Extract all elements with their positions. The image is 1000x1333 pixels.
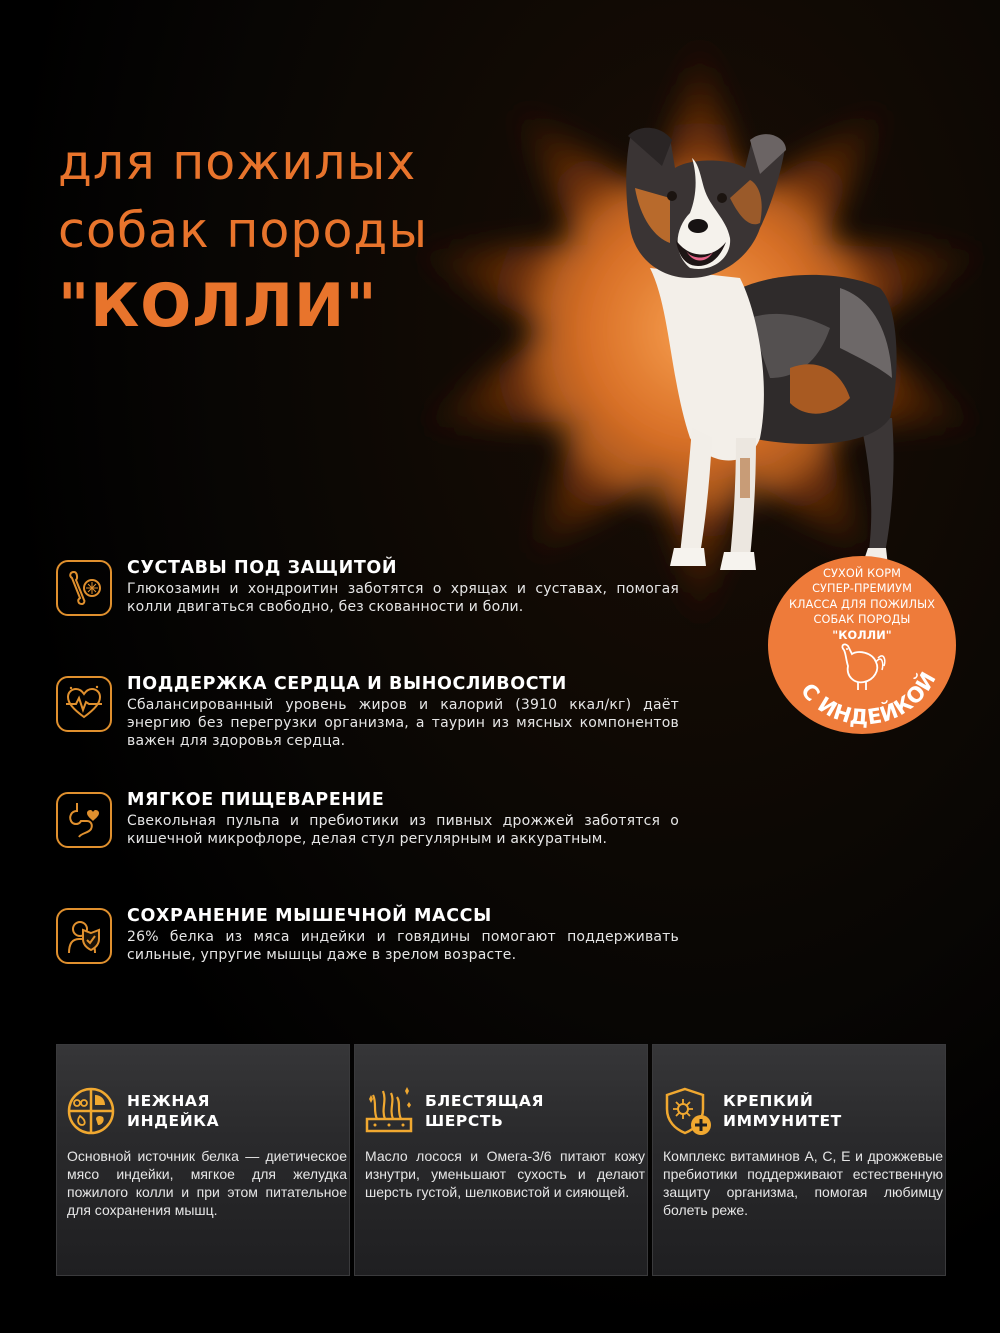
card-title-line-1: НЕЖНАЯ [127, 1092, 211, 1110]
shiny-coat-icon [363, 1085, 415, 1137]
card-title-line-2: ШЕРСТЬ [425, 1112, 504, 1130]
card-title-line-1: КРЕПКИЙ [723, 1092, 814, 1110]
badge-line-1: СУХОЙ КОРМ [823, 567, 901, 580]
immunity-shield-icon [661, 1085, 713, 1137]
card-coat [354, 1044, 648, 1276]
headline-line-2: собак породы [58, 202, 429, 259]
product-badge [768, 556, 956, 734]
card-text: Комплекс витаминов A, C, E и дрожжевые пребиотики поддерживают естественную защиту организма, помогая любимцу болеть реже. [663, 1148, 943, 1218]
feature-title: ПОДДЕРЖКА СЕРДЦА И ВЫНОСЛИВОСТИ [127, 674, 567, 694]
turkey-icon [842, 644, 884, 690]
headline-line-1: для пожилых [58, 134, 417, 191]
feature-muscle [56, 906, 716, 1022]
muscle-shield-icon [56, 908, 112, 964]
card-title [723, 1091, 933, 1131]
feature-digestion [56, 790, 716, 906]
badge-line-5: "КОЛЛИ" [832, 628, 892, 642]
feature-text: Глюкозамин и хондроитин заботятся о хрящах и суставах, помогая колли двигаться свободно, без скованности и боли. [127, 581, 679, 615]
feature-title: СОХРАНЕНИЕ МЫШЕЧНОЙ МАССЫ [127, 906, 492, 926]
headline-breed: "КОЛЛИ" [58, 271, 378, 341]
feature-title: МЯГКОЕ ПИЩЕВАРЕНИЕ [127, 790, 385, 810]
card-title-line-2: ИНДЕЙКА [127, 1112, 220, 1130]
badge-line-4: СОБАК ПОРОДЫ [813, 613, 911, 627]
turkey-nutrition-icon [65, 1085, 117, 1137]
benefit-cards [56, 1044, 946, 1276]
badge-graphics [768, 556, 956, 734]
badge-line-3: КЛАССА ДЛЯ ПОЖИЛЫХ [788, 597, 936, 611]
card-title-line-2: ИММУНИТЕТ [723, 1112, 842, 1130]
feature-text: 26% белка из мяса индейки и говядины помогают поддерживать сильные, упругие мышцы даже в зрелом возрасте. [127, 929, 679, 963]
digestion-icon [56, 792, 112, 848]
card-title [127, 1091, 337, 1131]
headline [58, 134, 429, 341]
card-text: Основной источник белка — диетическое мясо индейки, мягкое для желудка пожилого колли и при этом питательное для сохранения мышц. [67, 1148, 347, 1218]
badge-line-2: СУПЕР-ПРЕМИУМ [812, 582, 912, 596]
card-immunity [652, 1044, 946, 1276]
heart-pulse-icon [56, 676, 112, 732]
feature-title: СУСТАВЫ ПОД ЗАЩИТОЙ [127, 558, 398, 578]
feature-text: Сбалансированный уровень жиров и калорий (3910 ккал/кг) даёт энергию без перегрузки организма, а таурин из мясных компонентов важен для здоровья сердца. [127, 697, 679, 749]
collie-dog-image [600, 118, 940, 588]
feature-text: Свекольная пульпа и пребиотики из пивных дрожжей заботятся о кишечной микрофлоре, делая стул регулярным и аккуратным. [127, 813, 679, 847]
feature-heart [56, 674, 716, 790]
badge-curved-text: С ИНДЕЙКОЙ [796, 667, 941, 730]
card-title-line-1: БЛЕСТЯЩАЯ [425, 1092, 545, 1110]
joint-bone-icon [56, 560, 112, 616]
features-list [56, 558, 716, 1022]
card-text: Масло лосося и Омега-3/6 питают кожу изнутри, уменьшают сухость и делают шерсть густой, шелковистой и сияющей. [365, 1148, 645, 1200]
card-title [425, 1091, 635, 1131]
feature-joints [56, 558, 716, 674]
card-turkey [56, 1044, 350, 1276]
